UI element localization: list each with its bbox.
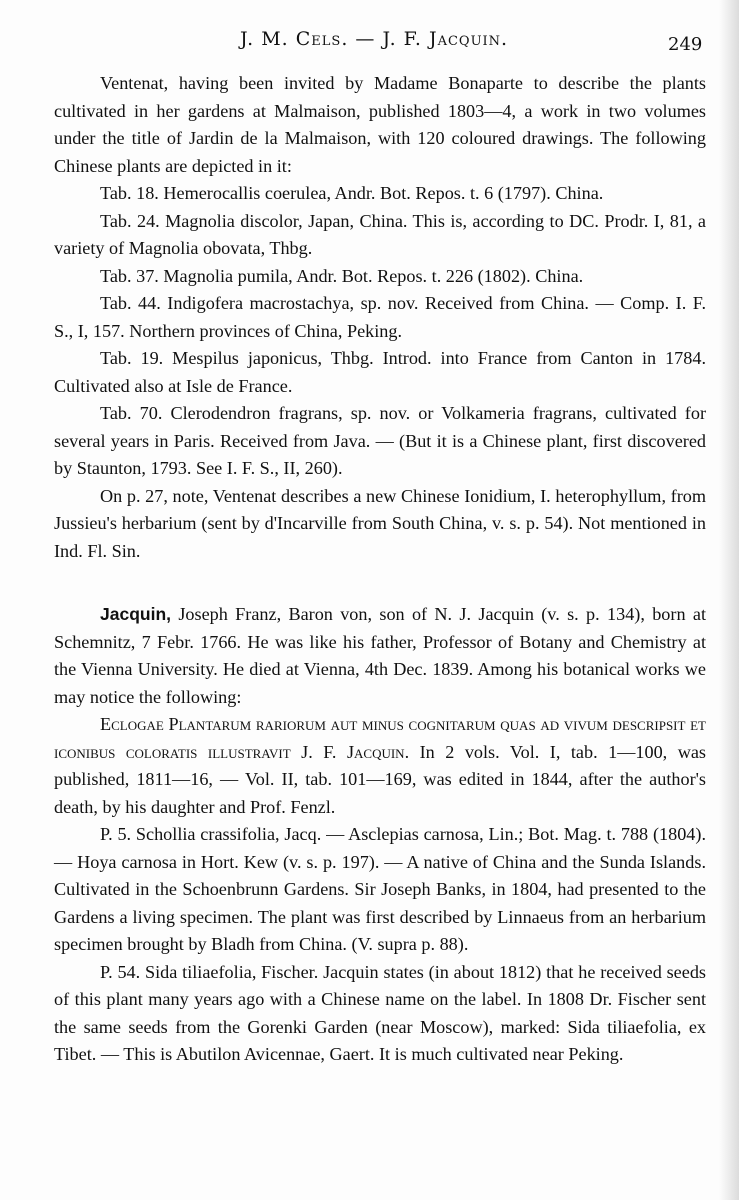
work-eclogae [54,711,706,821]
running-head [0,28,739,58]
entry-tab-44: Tab. 44. Indigofera macrostachya, sp. nov. Received from China. — Comp. I. F. S., I, 157. Northern provinces of China, Peking. [54,293,706,341]
entry-tab-24: Tab. 24. Magnolia discolor, Japan, China. This is, according to DC. Prodr. I, 81, a variety of Magnolia obovata, Thbg. [54,210,706,258]
biography-jacquin [54,601,706,711]
biography-name: Jacquin, [100,604,171,624]
page-edge-shadow [719,0,739,1200]
biography-text: Joseph Franz, Baron von, son of N. J. Jacquin (v. s. p. 134), born at Schemnitz, 7 Febr. 1766. He was like his father, Professor of Botany and Chemistry at the Vienna University. He died at Vienna, 4th Dec. 1839. Among his botanical works we may notice the following: [54,604,706,707]
body-text [54,70,706,1069]
work-text: In 2 vols. Vol. I, tab. 1—100, was published, 1811—16, — Vol. II, tab. 101—169, was edited in 1844, after the author's death, by his daughter and Prof. Fenzl. [54,741,706,817]
work-title: Eclogae Plantarum rariorum aut minus cognitarum quas ad vivum descripsit et iconibus coloratis illustravit J. F. Jacquin. [54,714,706,762]
entry-p5: P. 5. Schollia crassifolia, Jacq. — Asclepias carnosa, Lin.; Bot. Mag. t. 788 (1804). — Hoya carnosa in Hort. Kew (v. s. p. 197). — A native of China and the Sunda Islands. Cultivated in the Schoenbrunn Gardens. Sir Joseph Banks, in 1804, had presented to the Gardens a living specimen. The plant was first described by Linnaeus from an herbarium specimen brought by Bladh from China. (V. supra p. 88). [54,824,706,954]
paragraph-malmaison: Ventenat, having been invited by Madame Bonaparte to describe the plants cultivated in her gardens at Malmaison, published 1803—4, a work in two volumes under the title of Jardin de la Malmaison, with 120 coloured drawings. The following Chinese plants are depicted in it: [54,73,706,176]
paragraph-ionidium: On p. 27, note, Ventenat describes a new Chinese Ionidium, I. heterophyllum, from Jussieu's herbarium (sent by d'Incarville from South China, v. s. p. 54). Not mentioned in Ind. Fl. Sin. [54,485,706,561]
section-gap [54,565,706,601]
entry-tab-18: Tab. 18. Hemerocallis coerulea, Andr. Bot. Repos. t. 6 (1797). China. [100,183,604,203]
entry-tab-37: Tab. 37. Magnolia pumila, Andr. Bot. Repos. t. 226 (1802). China. [100,265,584,286]
entry-tab-70: Tab. 70. Clerodendron fragrans, sp. nov. or Volkameria fragrans, cultivated for several years in Paris. Received from Java. — (But it is a Chinese plant, first discovered by Staunton, 1793. See I. F. S., II, 260). [54,403,706,478]
entry-tab-19: Tab. 19. Mespilus japonicus, Thbg. Introd. into France from Canton in 1784. Cultivated also at Isle de France. [54,348,706,396]
entry-p54: P. 54. Sida tiliaefolia, Fischer. Jacquin states (in about 1812) that he received seeds of this plant many years ago with a Chinese name on the label. In 1808 Dr. Fischer sent the same seeds from the Gorenki Garden (near Moscow), marked: Sida tiliaefolia, ex Tibet. — This is Abutilon Avicennae, Gaert. It is much cultivated near Peking. [54,961,706,1064]
page-number: 249 [668,34,703,55]
running-title: J. M. Cels. — J. F. Jacquin. [240,28,509,50]
